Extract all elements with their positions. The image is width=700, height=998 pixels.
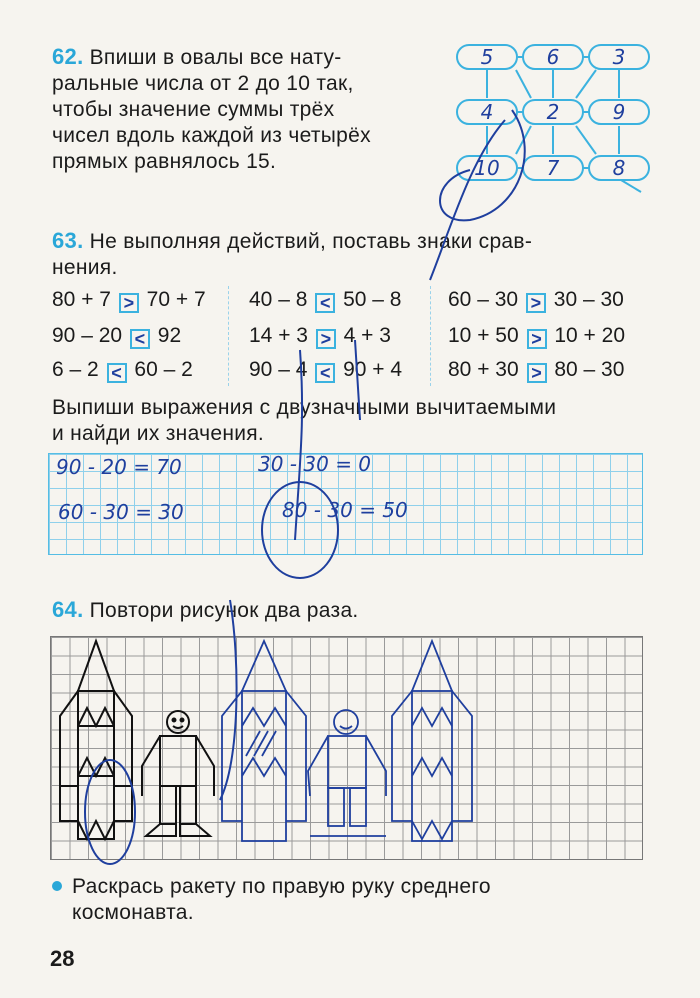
comparison-1: 80 + 7 > 70 + 7 <box>52 288 206 313</box>
answer-1: 90 - 20 = 70 <box>56 455 182 479</box>
printed-cosmonaut <box>142 711 214 836</box>
task-62-line-2: ральные числа от 2 до 10 так, <box>52 72 354 95</box>
comparison-6: 90 – 4 < 90 + 4 <box>249 358 403 383</box>
comparison-3: 6 – 2 < 60 – 2 <box>52 358 193 383</box>
task-62 <box>52 44 452 175</box>
sign-box-9[interactable]: > <box>527 363 547 383</box>
comparison-5: 14 + 3 > 4 + 3 <box>249 324 391 349</box>
comparison-2: 90 – 20 < 92 <box>52 324 182 349</box>
task-64: 64. Повтори рисунок два раза. <box>52 597 359 622</box>
task-63-subtask <box>52 395 652 447</box>
sign-box-4[interactable]: < <box>315 293 335 313</box>
comparison-8: 10 + 50 > 10 + 20 <box>448 324 625 349</box>
task-63-line-1: 63. Не выполняя действий, поставь знаки срав- <box>52 228 533 253</box>
oval-7[interactable]: 10 <box>456 155 518 181</box>
rocket-drawing <box>50 636 643 860</box>
oval-4[interactable]: 4 <box>456 99 518 125</box>
oval-1[interactable]: 5 <box>456 44 518 70</box>
task-62-number: 62. <box>52 44 84 69</box>
sign-box-5[interactable]: > <box>316 329 336 349</box>
oval-6[interactable]: 9 <box>588 99 650 125</box>
printed-rocket <box>60 641 132 839</box>
sign-box-3[interactable]: < <box>107 363 127 383</box>
drawn-cosmonaut <box>308 710 386 836</box>
task-62-line-3: чтобы значение суммы трёх <box>52 98 335 121</box>
task-63 <box>52 228 662 281</box>
task-62-line-5: прямых равнялось 15. <box>52 150 277 173</box>
answer-4: 80 - 30 = 50 <box>282 498 408 522</box>
drawn-rocket-1 <box>222 641 306 841</box>
answer-3: 60 - 30 = 30 <box>58 500 184 524</box>
sign-box-1[interactable]: > <box>119 293 139 313</box>
task-64-number: 64. <box>52 597 84 622</box>
comparison-9: 80 + 30 > 80 – 30 <box>448 358 625 383</box>
oval-5[interactable]: 2 <box>522 99 584 125</box>
subtask-line-1: Выпиши выражения с двузначными вычитаемыми <box>52 396 557 419</box>
instruction-line-1: Раскрась ракету по правую руку среднего <box>52 874 652 900</box>
column-divider-2 <box>430 286 431 386</box>
column-divider-1 <box>228 286 229 386</box>
task-63-number: 63. <box>52 228 84 253</box>
comparison-4: 40 – 8 < 50 – 8 <box>249 288 402 313</box>
bullet-icon <box>52 881 62 891</box>
page-number: 28 <box>50 946 75 971</box>
subtask-line-2: и найди их значения. <box>52 422 265 445</box>
answer-2: 30 - 30 = 0 <box>258 452 372 476</box>
sign-box-8[interactable]: > <box>527 329 547 349</box>
oval-puzzle <box>456 40 656 200</box>
sign-box-6[interactable]: < <box>315 363 335 383</box>
oval-8[interactable]: 7 <box>522 155 584 181</box>
task-62-line-1: 62. Впиши в овалы все нату- <box>52 44 342 69</box>
task-62-line-4: чисел вдоль каждой из четырёх <box>52 124 371 147</box>
sign-box-7[interactable]: > <box>526 293 546 313</box>
task-63-line-2: нения. <box>52 256 118 279</box>
oval-3[interactable]: 3 <box>588 44 650 70</box>
coloring-instruction <box>52 874 652 926</box>
drawn-rocket-2 <box>392 641 472 841</box>
oval-9[interactable]: 8 <box>588 155 650 181</box>
sign-box-2[interactable]: < <box>130 329 150 349</box>
oval-2[interactable]: 6 <box>522 44 584 70</box>
comparison-7: 60 – 30 > 30 – 30 <box>448 288 624 313</box>
instruction-line-2: космонавта. <box>72 901 194 924</box>
